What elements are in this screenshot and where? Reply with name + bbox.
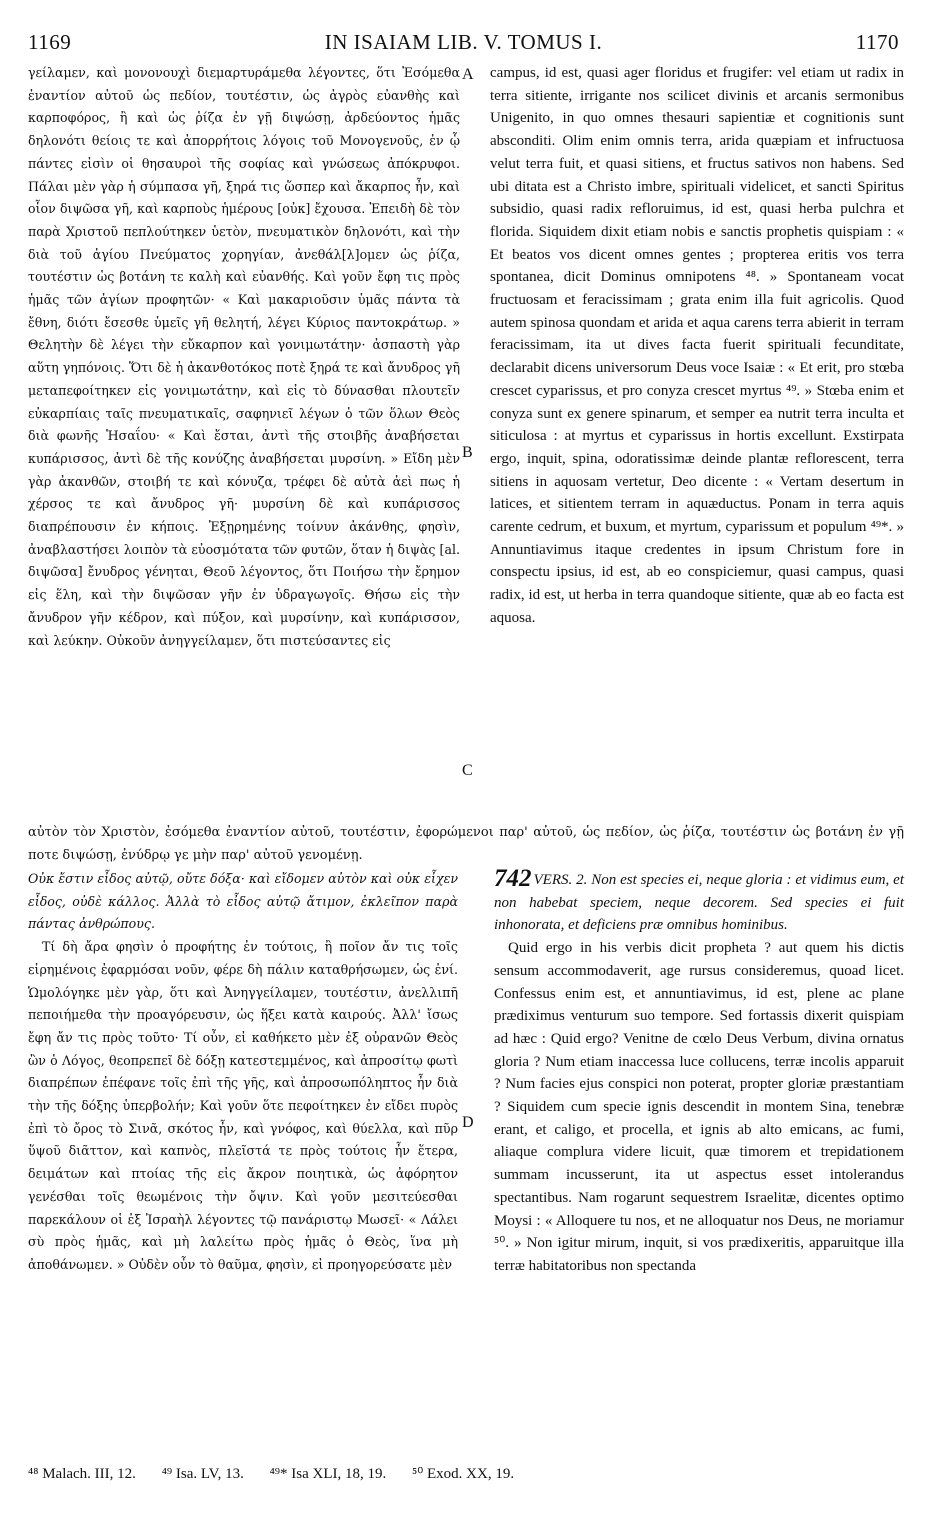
greek-column-top bbox=[28, 62, 460, 822]
page-number-right: 1170 bbox=[855, 30, 899, 54]
latin-verse: VERS. 2. Non est species ei, neque gloria : et vidimus eum, et non habebat speciem, neque decorem. Sed species ei fuit inhonorata, et deficiens præ omnibus hominibus. bbox=[494, 872, 904, 934]
latin-column-top bbox=[490, 62, 904, 822]
section-marker-c: C bbox=[462, 762, 473, 779]
greek-paragraph: γείλαμεν, καὶ μονονουχὶ διεμαρτυράμεθα λέγοντες, ὅτι Ἐσόμεθα ἐναντίον αὐτοῦ ὡς πεδίον, τουτέστιν, ὡς ἀγρὸς εὐανθὴς καὶ καρποφόρος, ἢ καὶ ὡς ῥίζα ἐν γῇ διψώσῃ, ἀρδεύοντος ἡμᾶς δηλονότι θείοις τε καὶ ἀπορρήτοις λόγοις τοῦ Μονογενοῦς, ἐν ᾧ πάντες εἰσὶν οἱ θησαυροὶ τῆς σοφίας καὶ γνώσεως ἀπόκρυφοι. Πάλαι μὲν γὰρ ἡ σύμπασα γῆ, ξηρά τις ὥσπερ καὶ ἄκαρπος ἦν, καὶ οἷον διψῶσα γῆ, καὶ καρποὺς ἡμέρους [οὐκ] ἔχουσα. Ἐπειδὴ δὲ τὸν παρὰ Χριστοῦ πεπλούτηκεν ὑετὸν, πνευματικὸν δηλονότι, καὶ τὴν διὰ τοῦ ἁγίου Πνεύματος χορηγίαν, ἀνεθάλ[λ]ομεν ὡς ῥίζα, τουτέστιν ὡς βοτάνη τε καλὴ καὶ εὐανθής. Καὶ γοῦν ἔφη τις πρὸς ἡμᾶς τῶν ἁγίων προφητῶν· « Καὶ μακαριοῦσιν ὑμᾶς πάντα τὰ ἔθνη, διότι ἔσεσθε ὑμεῖς γῆ θελητή, λέγει Κύριος παντοκράτωρ. » Θελητὴν δὲ λέγει τὴν εὔκαρπον καὶ γονιμωτάτην· ἀσπαστὴ γὰρ αὕτη γηπόνοις. Ὅτι δὲ ἡ ἀκανθοτόκος ποτὲ ξηρά τε καὶ ἄνυδρος γῆ μεταπεφοίτηκεν εἰς γονιμωτάτην, καὶ εἰς τὸ δύνασθαι πλουτεῖν εὐκαρπίαις ταῖς πνευματικαῖς, σαφηνιεῖ λέγων ὁ τῶν ὅλων Θεὸς διὰ φωνῆς Ἡσαΐου· « Καὶ ἔσται, ἀντὶ τῆς στοιβῆς ἀναβήσεται κυπάρισσος, ἀντὶ δὲ τῆς κονύζης ἀναβήσεται μυρσίνη. » Εἴδη μὲν γὰρ ἀκανθῶν, στοιβή τε καὶ κόνυζα, τρέφει δὲ αὐτὰ ἀεὶ πως ἡ χέρσος τε καὶ ἄνυδρος γῆ· μυρσίνη δὲ καὶ κυπάρισσος διαπρέπουσιν ἐν κήποις. Ἐξῃρημένης τοίνυν ἀκάνθης, φησὶν, ἀναβλαστήσει λοιπὸν τὰ εὐοσμότατα τῶν φυτῶν, ὅταν ἡ διψὰς [al. διψῶσα] ἔνυδρος γένηται, Θεοῦ λέγοντος, ὅτι Ποιήσω τὴν ἔρημον εἰς ἕλη, καὶ τὴν διψῶσαν γῆν ἐν ὑδραγωγοῖς. Θήσω εἰς τὴν ἄνυδρον γῆν κέδρον, καὶ πύξον, καὶ μυρσίνην, καὶ κυπάρισσον, καὶ λεύκην. Οὐκοῦν ἀνηγγείλαμεν, ὅτι πιστεύσαντες εἰς bbox=[28, 65, 460, 648]
section-marker-a: A bbox=[462, 66, 474, 83]
footnotes bbox=[28, 1464, 904, 1483]
column-number: 742 bbox=[494, 865, 532, 892]
latin-paragraph: campus, id est, quasi ager floridus et frugifer: vel etiam ut radix in terra sitiente, irrigante nos scilicet divinis et arcanis sermonibus Unigenito, in quo omnes thesauri sapientiæ et cognitionis sunt absconditi. Olim enim omnis terra, arida quæpiam et infructuosa velut terra fuit, et quasi sitiens, et fructus sativos non habens. Sed ubi ditata est a Christo imbre, spirituali videlicet, et sancti Spiritus subsidio, quasi radix refloruimus, id est, quasi herba pulchra et florida. Siquidem dixit etiam nobis e sanctis prophetis quispiam : « Et beatos vos dicent omnes gentes ; propterea eritis vos terra spontanea, dicit Dominus omnipotens ⁴⁸. » Spontaneam vocat fructuosam et feracissimam ; grata enim illa fuit agricolis. Quod autem spinosa quondam et arida et aqua carens terra abierit in terram feracissimam, ita ut dives facta fuerit spirituali fecunditate, declarabit dicens universorum Deus voce Isaiæ : « Et erit, pro stœba crescet cyparissus, et pro conyza crescet myrtus ⁴⁹. » Stœba enim et conyza sunt ex genere spinarum, et semper ea nutrit terra inculta et siticulosa : at myrtus et cyparissus in hortis excellunt. Exstirpata ergo, inquit, spina, odoratissimæ deinde plantæ reflorescent, terra sitiens in aquosam vertetur, Deo dicente : « Vertam desertum in latices, et sitientem terram in aquæductus. Ponam in terra aquis carente cedrum, et buxum, et myrtum, cyparissum et populum ⁴⁹*. » Annuntiavimus itaque credentes in ipsum Christum fore in conspectu ipsius, id est, ab eo conspiciemur, quasi campus, quasi radix, id est, ut herba in terra quandoque sitiente, quæ ab eo facta est aquosa. bbox=[490, 65, 904, 626]
latin-commentary: Quid ergo in his verbis dicit propheta ? aut quem his dictis sensum accommodaverit, age rursus consideremus, quoad licet. Confessus enim est, et annuntiavimus, id est, plene ac plane prædiximus venturum suo tempore. Sed fortassis dixerit quispiam ad hæc : Quid ergo? Venitne de cœlo Deus Verbum, divina ornatus gloria ? Num etiam inaccessa luce collucens, terræ incolis apparuit ? Num facies ejus conspici non poterat, propter gloriæ præstantiam ? Siquidem cum specie ignis descendit in montem Sina, tenebræ erant, et caligo, et procella, et ignis ab alto emicans, ac fumi, aliaque complura videre licuit, quæ timorem et trepidationem summam incusserunt, ita ut aspectus esset intolerandus spectantibus. Nam rogarunt sequestrem Israelitæ, dicentes optimo Moysi : « Alloquere tu nos, et ne alloquatur nos Deus, ne moriamur ⁵⁰. » Non igitur mirum, inquit, si vos prædixeritis, apparuitque illa terræ habitatoribus non spectanda bbox=[494, 940, 904, 1274]
running-title: IN ISAIAM LIB. V. TOMUS I. bbox=[324, 30, 603, 54]
footnote: ⁴⁸ Malach. III, 12. bbox=[28, 1466, 136, 1482]
footnote: ⁴⁹ Isa. LV, 13. bbox=[161, 1466, 244, 1482]
footnote: ⁵⁰ Exod. XX, 19. bbox=[412, 1466, 515, 1482]
greek-spanning-line: αὐτὸν τὸν Χριστὸν, ἐσόμεθα ἐναντίον αὐτοῦ, τουτέστιν, ἐφορώμενοι παρ' αὐτοῦ, ὡς πεδίον, ὡς ῥίζα, τουτέστιν ὡς βοτάνη ἐν γῇ ποτε διψώσῃ, ἐνύδρῳ γε μὴν παρ' αὐτοῦ γενομένῃ. bbox=[28, 825, 904, 863]
section-marker-b: B bbox=[462, 444, 473, 461]
footnote: ⁴⁹* Isa XLI, 18, 19. bbox=[269, 1466, 387, 1482]
page-number-left: 1169 bbox=[28, 30, 72, 54]
page-header bbox=[28, 30, 899, 56]
greek-commentary: Τί δὴ ἄρα φησὶν ὁ προφήτης ἐν τούτοις, ἢ ποῖον ἄν τις τοῖς εἰρημένοις ἐφαρμόσαι νοῦν, φέρε δὴ πάλιν καταθρήσωμεν, ὡς ἐνί. Ὡμολόγηκε μὲν γὰρ, ὅτι καὶ Ἀνηγγείλαμεν, τουτέστιν, ἀνελλιπῆ πεποιήμεθα τὴν προαγόρευσιν, ὡς ἥξει κατὰ καιρούς. Ἀλλ' ἴσως ἔφη ἄν τις πρὸς τοῦτο· Τί οὖν, εἰ καθήκετο μὲν ἐξ οὐρανῶν Θεὸς ὢν ὁ Λόγος, θεοπρεπεῖ δὲ δόξῃ κατεστεμμένος, καὶ ἀπροσίτῳ φωτὶ διαπρέπων ἐπέφανε τοῖς ἐπὶ τῆς γῆς, καὶ ἀπροσωπόληπτος ἦν διὰ τὴν τῆς δόξης ὑπερβολήν; Καὶ γοῦν ὅτε πεφοίτηκεν ἐν εἴδει πυρὸς ἐπὶ τὸ ὄρος τὸ Σινᾶ, σκότος ἦν, καὶ γνόφος, καὶ θύελλα, καὶ πῦρ ὕψοῦ διᾶττον, καὶ καπνὸς, πλεῖστά τε πρὸς τούτοις ἦν ἕτερα, δειμάτων καὶ πτοίας τῆς εἰς ἄκρον ποιητικὰ, ὡς ἀφόρητον γενέσθαι τοῖς θεωμένοις τὴν ὄψιν. Καὶ γοῦν μεσιτεύεσθαι παρεκάλουν οἱ ἐξ Ἰσραὴλ λέγοντες τῷ πανάριστῳ Μωσεῖ· « Λάλει σὺ πρὸς ἡμᾶς, καὶ μὴ λαλείτω πρὸς ἡμᾶς ὁ Θεὸς, ἵνα μὴ ἀποθάνωμεν. » Οὐδὲν οὖν τὸ θαῦμα, φησὶν, εἰ προηγορεύσατε μὲν bbox=[28, 939, 458, 1272]
greek-column-bottom bbox=[28, 868, 458, 1453]
section-marker-d: D bbox=[462, 1114, 474, 1131]
greek-verse: Οὐκ ἔστιν εἶδος αὐτῷ, οὔτε δόξα· καὶ εἴδομεν αὐτὸν καὶ οὐκ εἶχεν εἶδος, οὐδὲ κάλλος. Ἀλλὰ τὸ εἶδος αὐτῷ ἄτιμον, ἐκλεῖπον παρὰ πάντας ἀνθρώπους. bbox=[28, 871, 458, 932]
latin-column-bottom bbox=[494, 865, 904, 1453]
